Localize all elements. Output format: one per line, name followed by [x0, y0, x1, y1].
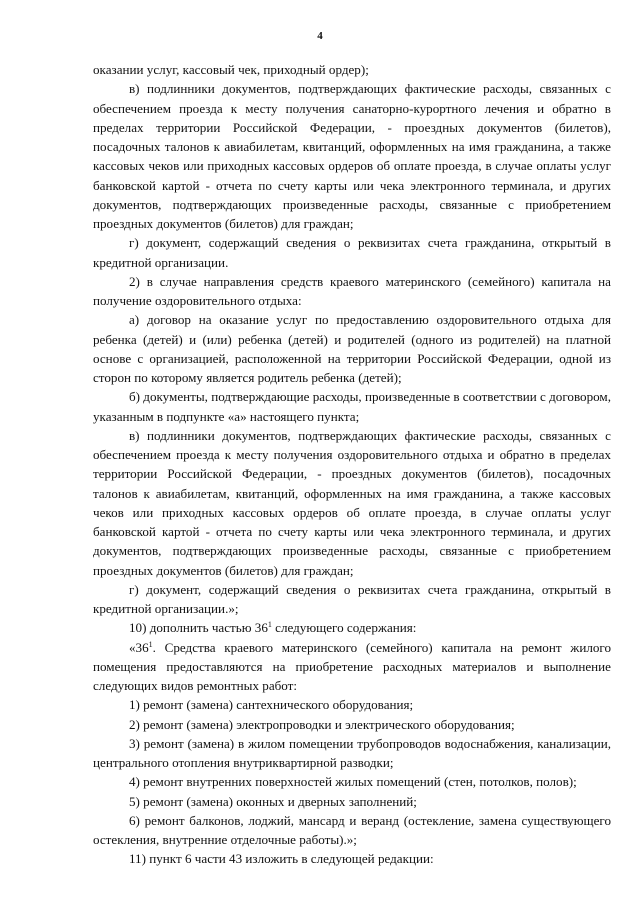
paragraph: в) подлинники документов, подтверждающих фактические расходы, связанных с обеспечением проезда к месту получения оздоровительного отдыха и обратно в пределах территории Российской Федерации, - проездных документов (билетов), посадочных талонов к авиабилетам, квитанций, оформленных на имя гражданина, а также кассовых чеков или приходных кассовых ордеров об оплате проезда, в случае оплаты услуг банковской картой - отчета по счету карты или чека электронного терминала, и других документов, подтверждающих произведенные расходы, связанные с приобретением проездных документов (билетов) для граждан;: [93, 427, 611, 578]
document-body: [93, 60, 611, 869]
superscript: 1: [267, 620, 272, 630]
paragraph: оказании услуг, кассовый чек, приходный ордер);: [93, 62, 369, 77]
superscript: 1: [148, 639, 153, 649]
paragraph: 2) в случае направления средств краевого материнского (семейного) капитала на получение оздоровительного отдыха:: [93, 273, 611, 308]
paragraph-text: . Средства краевого материнского (семейного) капитала на ремонт жилого помещения предоставляются на приобретение расходных материалов и выполнение следующих видов ремонтных работ:: [93, 639, 611, 693]
paragraph: а) договор на оказание услуг по предоставлению оздоровительного отдыха для ребенка (детей) и (или) ребенка (детей) и родителей (одного из родителей) на платной основе с организацией, расположенной на территории Российской Федерации, одной из сторон по которому является родитель ребенка (детей);: [93, 312, 611, 385]
paragraph: [93, 618, 611, 637]
paragraph: 1) ремонт (замена) сантехнического оборудования;: [129, 697, 414, 713]
paragraph: [93, 638, 611, 696]
paragraph-text: следующего содержания:: [271, 620, 417, 636]
paragraph: г) документ, содержащий сведения о реквизитах счета гражданина, открытый в кредитной организации.»;: [93, 581, 611, 616]
paragraph: в) подлинники документов, подтверждающих фактические расходы, связанных с обеспечением проезда к месту получения санаторно-курортного лечения и обратно в пределах территории Российской Федерации, - проездных документов (билетов), посадочных талонов к авиабилетам, квитанций, оформленных на имя гражданина, а также кассовых чеков или приходных кассовых ордеров об оплате проезда, в случае оплаты услуг банковской картой - отчета по счету карты или чека электронного терминала, и других документов, подтверждающих произведенные расходы, связанные с приобретением проездных документов (билетов) для граждан;: [93, 81, 611, 231]
paragraph: г) документ, содержащий сведения о реквизитах счета гражданина, открытый в кредитной организации.: [93, 235, 611, 270]
page-number: 4: [317, 30, 323, 42]
paragraph-text: «36: [129, 639, 149, 655]
paragraph: 3) ремонт (замена) в жилом помещении трубопроводов водоснабжения, канализации, центрального отопления внутриквартирной разводки;: [93, 735, 611, 770]
paragraph: 5) ремонт (замена) оконных и дверных заполнений;: [129, 793, 417, 809]
paragraph: 4) ремонт внутренних поверхностей жилых помещений (стен, потолков, полов);: [129, 774, 577, 790]
paragraph: 11) пункт 6 части 43 изложить в следующей редакции:: [129, 851, 434, 867]
paragraph: б) документы, подтверждающие расходы, произведенные в соответствии с договором, указанным в подпункте «а» настоящего пункта;: [93, 389, 611, 424]
paragraph: 2) ремонт (замена) электропроводки и электрического оборудования;: [129, 716, 515, 732]
paragraph-text: 10) дополнить частью 36: [129, 620, 268, 636]
paragraph: 6) ремонт балконов, лоджий, мансард и веранд (остекление, замена существующего остекления, внутренние отделочные работы).»;: [93, 812, 611, 847]
